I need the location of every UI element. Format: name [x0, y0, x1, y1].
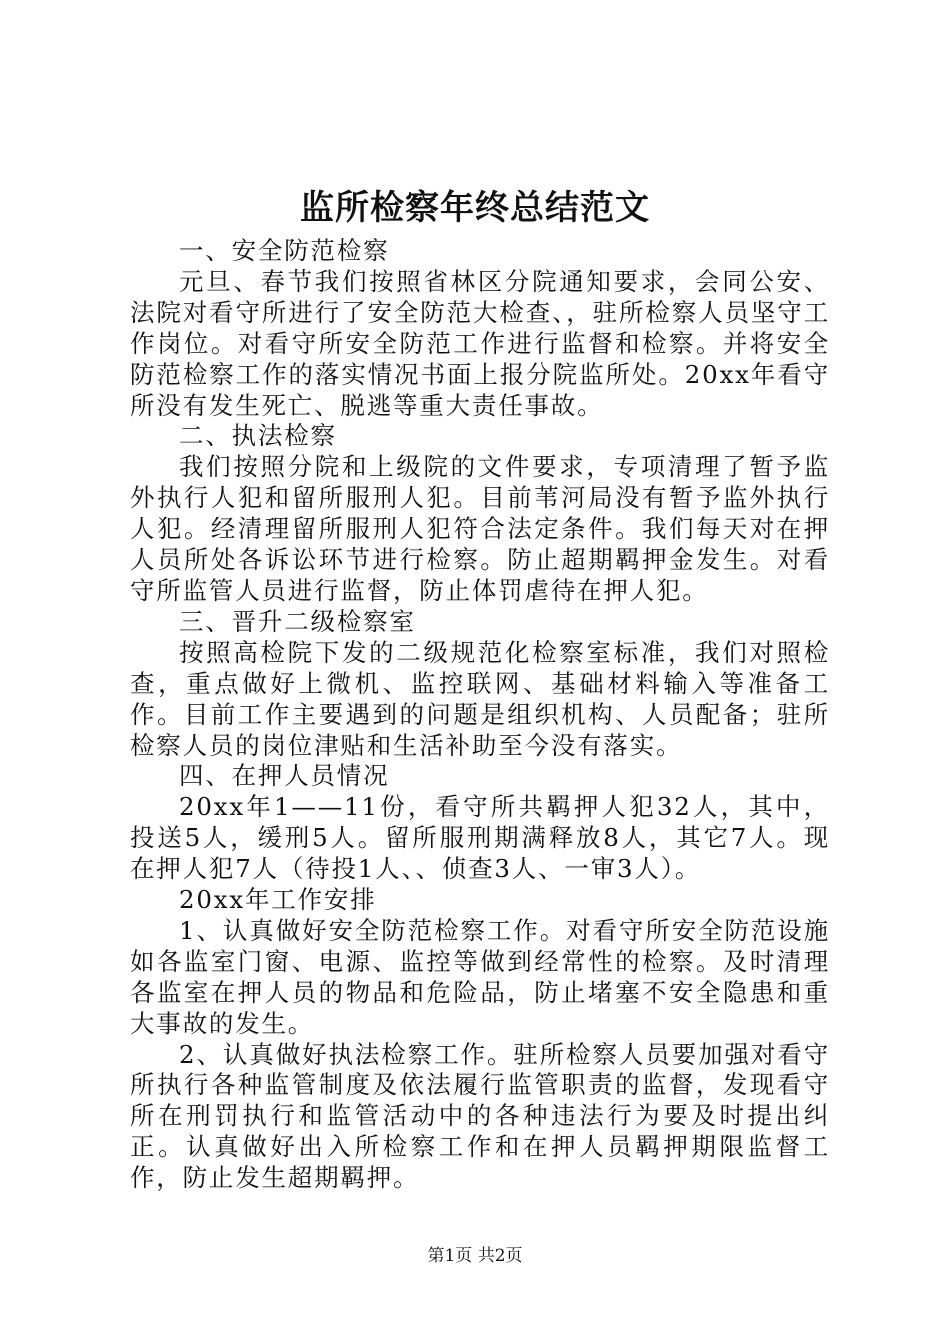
section-heading-3: 三、晋升二级检察室 — [179, 606, 416, 636]
paragraph: 按照高检院下发的二级规范化检察室标准，我们对照检查，重点做好上微机、监控联网、基础材料输入等准备工作。目前工作主要遇到的问题是组织机构、人员配备；驻所检察人员的岗位津贴和生活补助至今没有落实。 — [130, 637, 830, 760]
document-title: 监所检察年终总结范文 — [300, 188, 650, 228]
plan-item-2: 2、认真做好执法检察工作。驻所检察人员要加强对看守所执行各种监管制度及依法履行监管职责的监督，发现看守所在刑罚执行和监管活动中的各种违法行为要及时提出纠正。认真做好出入所检察工作和在押人员羁押期限监督工作，防止发生超期羁押。 — [130, 1039, 830, 1193]
section-heading-2: 二、执法检察 — [179, 421, 337, 451]
paragraph: 元旦、春节我们按照省林区分院通知要求，会同公安、法院对看守所进行了安全防范大检查、，驻所检察人员坚守工作岗位。对看守所安全防范工作进行监督和检察。并将安全防范检察工作的落实情况书面上报分院监所处。20xx年看守所没有发生死亡、脱逃等重大责任事故。 — [130, 266, 830, 420]
section-heading-4: 四、在押人员情况 — [179, 761, 390, 791]
section-heading-1: 一、安全防范检察 — [179, 236, 390, 265]
paragraph: 20xx年1——11份，看守所共羁押人犯32人，其中，投送5人，缓刑5人。留所服刑期满释放8人，其它7人。现在押人犯7人（待投1人、、侦查3人、一审3人）。 — [130, 792, 830, 884]
page-number-footer: 第1页 共2页 — [427, 1246, 523, 1266]
paragraph: 我们按照分院和上级院的文件要求，专项清理了暂予监外执行人犯和留所服刑人犯。目前苇河局没有暂予监外执行人犯。经清理留所服刑人犯符合法定条件。我们每天对在押人员所处各诉讼环节进行检察。防止超期羁押金发生。对看守所监管人员进行监督，防止体罚虐待在押人犯。 — [130, 452, 830, 605]
section-heading-plan: 20xx年工作安排 — [179, 885, 377, 915]
plan-item-1: 1、认真做好安全防范检察工作。对看守所安全防范设施如各监室门窗、电源、监控等做到经常性的检察。及时清理各监室在押人员的物品和危险品，防止堵塞不安全隐患和重大事故的发生。 — [130, 915, 830, 1038]
document-body — [130, 236, 830, 1194]
